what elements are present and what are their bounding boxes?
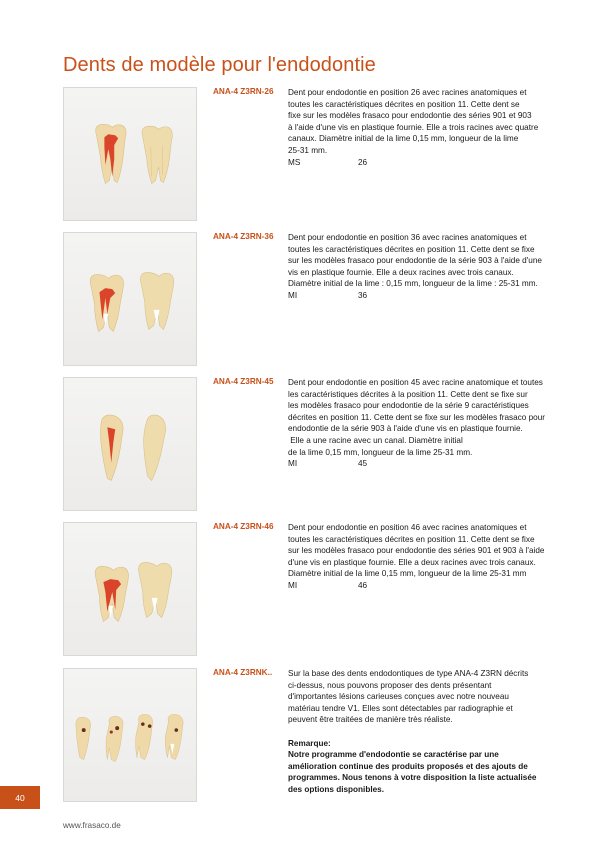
page-number: 40: [15, 792, 25, 803]
product-description: [288, 668, 578, 796]
product-description: [288, 87, 578, 168]
desc-line: Diamètre initial de la lime : 0,15 mm, longueur de la lime : 25-31 mm.: [288, 279, 538, 289]
remark-line: amélioration continue des produits proposés et des ajouts de: [288, 761, 528, 771]
desc-line: d'une vis en plastique fournie. Elle a deux racines avec trois canaux.: [288, 557, 536, 567]
desc-line: peuvent être traitées de manière très réaliste.: [288, 715, 453, 725]
desc-line: de la lime 0,15 mm, longueur de la lime 25-31 mm.: [288, 447, 473, 457]
desc-line: Dent pour endodontie en position 26 avec racines anatomiques et: [288, 88, 527, 97]
tooth-whole-image: [138, 562, 171, 617]
desc-line: Dent pour endodontie en position 46 avec racines anatomiques et: [288, 523, 527, 532]
tooth-position: 26: [358, 157, 368, 167]
tooth-type-abbr: MI: [288, 290, 298, 300]
desc-line: Sur la base des dents endodontiques de type ANA-4 Z3RN décrits: [288, 669, 529, 678]
desc-line: Diamètre initial de la lime 0,15 mm, longueur de la lime 25-31 mm: [288, 569, 527, 579]
carious-tooth-image: [136, 714, 153, 759]
desc-line: canaux. Diamètre initial de la lime 0,15 mm, longueur de la lime: [288, 134, 519, 144]
tooth-position: 45: [358, 459, 368, 469]
desc-line: Dent pour endodontie en position 45 avec racine anatomique et toutes: [288, 378, 543, 387]
remark-title: Remarque:: [288, 738, 331, 748]
product-description: [288, 232, 578, 302]
product-code: ANA-4 Z3RNK..: [213, 668, 273, 677]
tooth-whole-image: [142, 126, 172, 183]
product-description: [288, 522, 578, 592]
remark-line: programmes. Nous tenons à votre disposition la liste actualisée: [288, 773, 537, 783]
desc-line: ci-dessus, nous pouvons proposer des dents présentant: [288, 680, 492, 690]
desc-line: Dent pour endodontie en position 36 avec racines anatomiques et: [288, 233, 527, 242]
product-photo: [63, 232, 197, 366]
product-meta: [288, 157, 578, 169]
page-title: Dents de modèle pour l'endodontie: [63, 54, 376, 76]
desc-line: d'importantes lésions carieuses conçues avec notre nouveau: [288, 692, 509, 702]
product-photo: [63, 87, 197, 221]
product-photo: [63, 377, 197, 511]
desc-line: Elle a une racine avec un canal. Diamètre initial: [288, 435, 463, 445]
product-meta: [288, 290, 578, 302]
product-code: ANA-4 Z3RN-26: [213, 87, 274, 96]
product-photo: [63, 522, 197, 656]
desc-line: toutes les caractéristiques décrites en position 11. Cette dent se fixe: [288, 244, 535, 254]
tooth-sectioned-image: [95, 566, 128, 621]
tooth-type-abbr: MI: [288, 459, 298, 469]
desc-line: fixe sur les modèles frasaco pour endodontie des séries 901 et 903: [288, 111, 532, 121]
tooth-whole-image: [140, 272, 173, 329]
tooth-type-abbr: MI: [288, 580, 298, 590]
product-meta: [288, 458, 578, 470]
tooth-sectioned-image: [100, 415, 123, 480]
desc-line: les caractéristiques décrites à la position 11. Cette dent se fixe sur: [288, 389, 528, 399]
desc-line: sur les modèles frasaco pour endodontie des séries 901 et 903 à l'aide: [288, 546, 545, 556]
desc-line: endodontie de la série 903 à l'aide d'une vis en plastique fournie.: [288, 424, 523, 434]
tooth-sectioned-image: [96, 124, 126, 183]
desc-line: 25-31 mm.: [288, 145, 328, 155]
product-meta: [288, 580, 578, 592]
desc-line: sur les modèles frasaco pour endodontie de la série 903 à l'aide d'une: [288, 256, 542, 266]
desc-line: à l'aide d'une vis en plastique fournie. Elle a trois racines avec quatre: [288, 122, 539, 132]
desc-line: vis en plastique fournie. Elle a deux racines avec trois canaux.: [288, 267, 514, 277]
remark-line: Notre programme d'endodontie se caractérise par une: [288, 750, 499, 760]
remark-line: des options disponibles.: [288, 784, 384, 794]
product-photo: [63, 668, 197, 802]
carious-tooth-image: [106, 716, 123, 761]
desc-line: toutes les caractéristiques décrites en position 11. Cette dent se: [288, 99, 520, 109]
product-code: ANA-4 Z3RN-45: [213, 377, 274, 386]
tooth-whole-image: [144, 415, 166, 480]
desc-line: les modèles frasaco pour endodontie de la série 9 caractéristiques: [288, 401, 529, 411]
product-code: ANA-4 Z3RN-36: [213, 232, 274, 241]
footer-url: www.frasaco.de: [63, 821, 121, 830]
tooth-sectioned-image: [90, 274, 123, 331]
carious-tooth-image: [76, 717, 91, 759]
desc-line: décrites en position 11. Cette dent se fixe sur les modèles frasaco pour: [288, 412, 545, 422]
page-number-tab: [0, 786, 40, 809]
desc-line: matériau tendre V1. Elles sont détectables par radiographie et: [288, 703, 513, 713]
carious-tooth-image: [165, 714, 183, 759]
tooth-position: 36: [358, 290, 368, 300]
desc-line: toutes les caractéristiques décrites en position 11. Cette dent se fixe: [288, 534, 535, 544]
product-description: [288, 377, 578, 470]
tooth-position: 46: [358, 580, 368, 590]
product-code: ANA-4 Z3RN-46: [213, 522, 274, 531]
tooth-type-abbr: MS: [288, 157, 301, 167]
